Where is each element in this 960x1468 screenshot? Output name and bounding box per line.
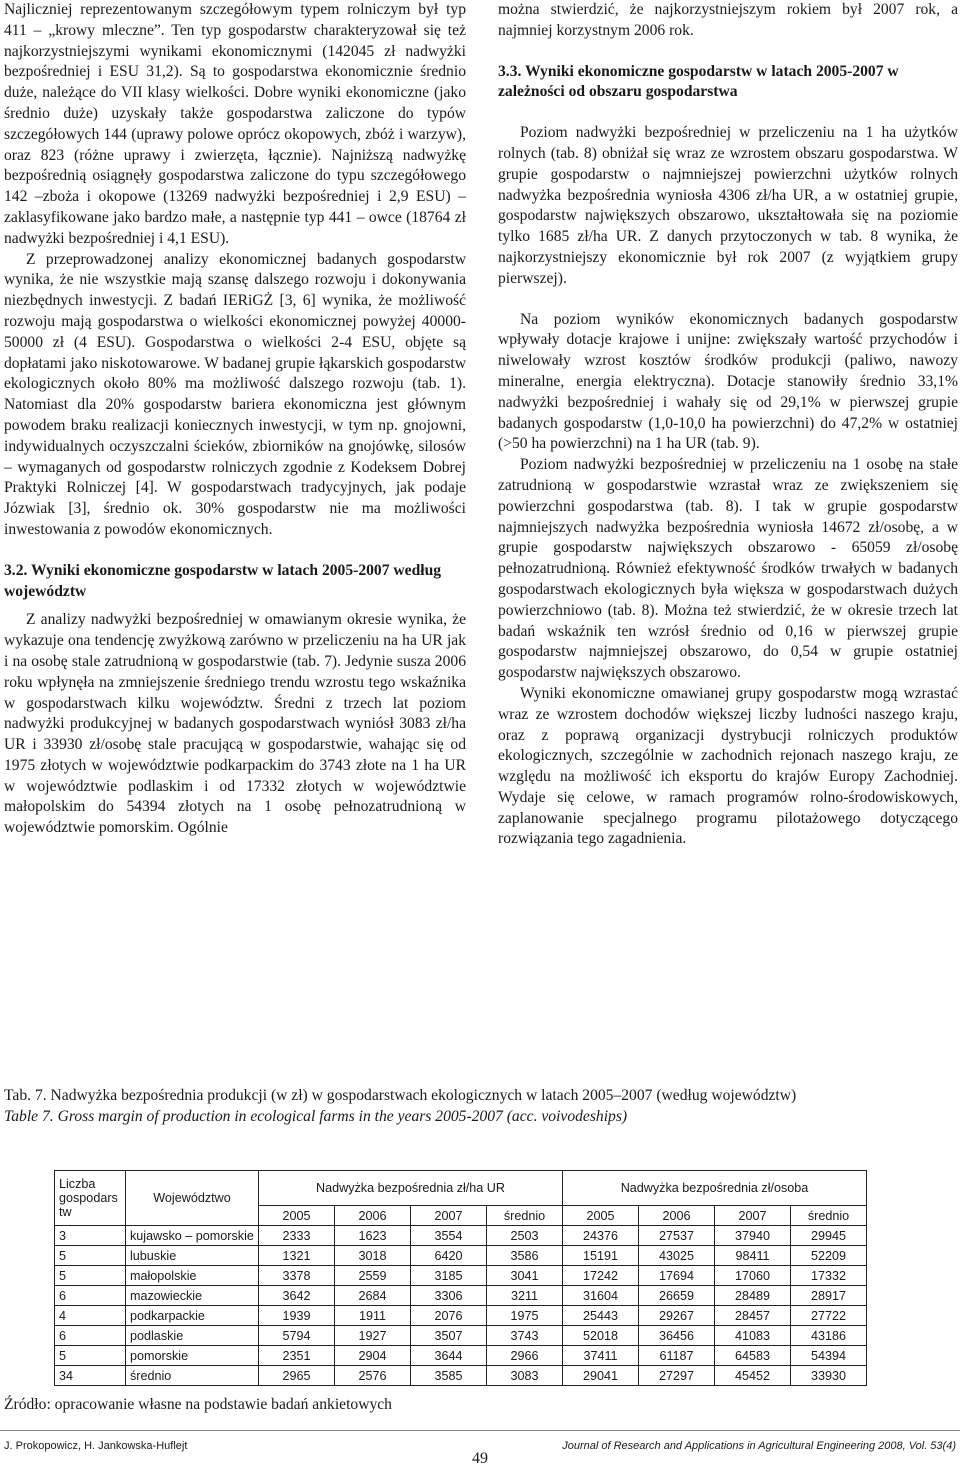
farm-count-cell: 5 [55, 1346, 126, 1366]
paragraph: Z przeprowadzonej analizy ekonomicznej badanych gospodarstw wynika, że nie wszystkie mają szansę dalszego rozwoju i dokonywania niezbędnych inwestycji. Z badań IERiGŻ [3, 6] wynika, że możliwość rozwoju mają gospodarstwa o wielkości ekonomicznej powyżej 40000-50000 zł (4 ESU). Gospodarstwa o wielkości 2-4 ESU, objęte są dopłatami jako niskotowarowe. W badanej grupie łąkarskich gospodarstw ekologicznych około 80% ma możliwość dalszego rozwoju (tab. 1). Natomiast dla 20% gospodarstw bariera ekonomiczna jest głównym powodem braku realizacji koniecznych inwestycji, w tym np. gnojowni, indywidualnych oczyszczalni ścieków, zbiorników na gnojówkę, silosów – wymaganych od gospodarstw rolniczych zgodnie z Kodeksem Dobrej Praktyki Rolniczej [4]. W gospodarstwach tradycyjnych, jak podaje Józwiak [3], średnio ok. 30% gospodarstw nie ma możliwości inwestowania z powodów ekonomicznych. [4, 250, 466, 538]
value-cell: 28489 [715, 1286, 791, 1306]
value-cell: 27297 [639, 1366, 715, 1386]
header-group-ha: Nadwyżka bezpośrednia zł/ha UR [259, 1171, 563, 1206]
value-cell: 3585 [411, 1366, 487, 1386]
value-cell: 3185 [411, 1266, 487, 1286]
table-body [55, 1171, 867, 1386]
value-cell: 27537 [639, 1226, 715, 1246]
region-cell: pomorskie [126, 1346, 259, 1366]
header-year-cell: 2005 [563, 1206, 639, 1226]
table-row [55, 1226, 867, 1246]
value-cell: 2576 [335, 1366, 411, 1386]
value-cell: 24376 [563, 1226, 639, 1246]
value-cell: 29041 [563, 1366, 639, 1386]
value-cell: 1927 [335, 1326, 411, 1346]
header-year-cell: 2006 [335, 1206, 411, 1226]
region-cell: średnio [126, 1366, 259, 1386]
value-cell: 3041 [487, 1266, 563, 1286]
table-caption-en: Table 7. Gross margin of production in ecological farms in the years 2005-2007 (acc. voivodeships) [4, 1107, 628, 1125]
value-cell: 2351 [259, 1346, 335, 1366]
value-cell: 3018 [335, 1246, 411, 1266]
value-cell: 17332 [791, 1266, 867, 1286]
value-cell: 3586 [487, 1246, 563, 1266]
value-cell: 31604 [563, 1286, 639, 1306]
header-group-person: Nadwyżka bezpośrednia zł/osoba [563, 1171, 867, 1206]
header-year-cell: 2007 [411, 1206, 487, 1226]
value-cell: 2684 [335, 1286, 411, 1306]
value-cell: 17060 [715, 1266, 791, 1286]
value-cell: 6420 [411, 1246, 487, 1266]
paragraph: Wyniki ekonomiczne omawianej grupy gospodarstw mogą wzrastać wraz ze wzrostem dochodów większej liczby ludności naszego kraju, oraz z poprawą organizacji dystrybucji rolniczych produktów ekologicznych, szczególnie w zachodnich rejonach naszego kraju, ze względu na możliwość ich eksportu do krajów Europy Zachodniej. Wydaje się celowe, w ramach programów rolno-środowiskowych, zaplanowanie specjalnego programu pilotażowego dotyczącego rozwiązania tego zagadnienia. [498, 684, 958, 848]
table-row [55, 1286, 867, 1306]
left-column [4, 0, 466, 839]
value-cell: 54394 [791, 1346, 867, 1366]
footer-divider [0, 1430, 960, 1431]
table-caption [4, 1086, 958, 1128]
header-year-cell: średnio [791, 1206, 867, 1226]
farm-count-cell: 4 [55, 1306, 126, 1326]
header-year-cell: 2006 [639, 1206, 715, 1226]
table-row [55, 1266, 867, 1286]
value-cell: 64583 [715, 1346, 791, 1366]
right-column [498, 0, 958, 850]
value-cell: 1975 [487, 1306, 563, 1326]
value-cell: 61187 [639, 1346, 715, 1366]
paragraph: Poziom nadwyżki bezpośredniej w przeliczeniu na 1 ha użytków rolnych (tab. 8) obniżał się wraz ze wzrostem obszaru gospodarstwa. W grupie gospodarstw o najmniejszej powierzchni użytków rolnych nadwyżka bezpośrednia wyniosła 4306 zł/ha UR, a w ostatniej grupie, gospodarstw największych obszarowo, ukształtowała się na poziomie tylko 1685 zł/ha UR. Z danych przytoczonych w tab. 8 wynika, że najkorzystniejszy ekonomicznie był rok 2007 (z wyjątkiem grupy pierwszej). [498, 124, 958, 287]
value-cell: 2076 [411, 1306, 487, 1326]
value-cell: 43025 [639, 1246, 715, 1266]
value-cell: 26659 [639, 1286, 715, 1306]
value-cell: 37940 [715, 1226, 791, 1246]
region-cell: podkarpackie [126, 1306, 259, 1326]
paragraph: Poziom nadwyżki bezpośredniej w przeliczeniu na 1 osobę na stałe zatrudnioną w gospodarstwie wzrastał wraz ze zwiększeniem się powierzchni gospodarstwa (tab. 8). I tak w grupie gospodarstw najmniejszych nadwyżka bezpośrednia wyniosła 14672 zł/osobę, a w grupie gospodarstw największych obszarowo - 65059 zł/osobę pełnozatrudnioną. Również efektywność środków trwałych w badanych gospodarstwach ekologicznych była większa w gospodarstwach dużych powierzchniowo (tab. 8). Można też stwierdzić, że w okresie trzech lat badań wskaźnik ten wzrósł średnio od 0,16 w pierwszej grupie gospodarstw najmniejszej obszarowo, do 0,54 w grupie ostatniej gospodarstw największych obszarowo. [498, 456, 958, 682]
table-row [55, 1246, 867, 1266]
table-source: Źródło: opracowanie własne na podstawie badań ankietowych [4, 1396, 392, 1413]
value-cell: 43186 [791, 1326, 867, 1346]
value-cell: 3642 [259, 1286, 335, 1306]
footer-authors: J. Prokopowicz, H. Jankowska-Huflejt [4, 1440, 188, 1452]
table-row [55, 1366, 867, 1386]
region-cell: małopolskie [126, 1266, 259, 1286]
value-cell: 29267 [639, 1306, 715, 1326]
value-cell: 17694 [639, 1266, 715, 1286]
value-cell: 5794 [259, 1326, 335, 1346]
value-cell: 2966 [487, 1346, 563, 1366]
section-heading: 3.3. Wyniki ekonomiczne gospodarstw w latach 2005-2007 w zależności od obszaru gospodarstwa [498, 62, 899, 101]
table-row [55, 1326, 867, 1346]
section-heading: 3.2. Wyniki ekonomiczne gospodarstw w latach 2005-2007 według województw [4, 561, 442, 600]
farm-count-cell: 6 [55, 1286, 126, 1306]
value-cell: 98411 [715, 1246, 791, 1266]
value-cell: 2904 [335, 1346, 411, 1366]
value-cell: 2965 [259, 1366, 335, 1386]
paragraph: można stwierdzić, że najkorzystniejszym rokiem był 2007 rok, a najmniej korzystnym 2006 rok. [498, 1, 958, 39]
value-cell: 2333 [259, 1226, 335, 1246]
value-cell: 37411 [563, 1346, 639, 1366]
paragraph: Na poziom wyników ekonomicznych badanych gospodarstw wpływały dotacje krajowe i unijne: zwiększały wartość przychodów i niwelowały wzrost kosztów środków produkcji (paliwo, nawozy mineralne, energia elektryczna). Dotacje stanowiły średnio 33,1% nadwyżki bezpośredniej i wahały się od 29,1% w pierwszej grupie badanych gospodarstw (1,0-10,0 ha powierzchni) do 47,2% w ostatniej (>50 ha powierzchni) na 1 ha UR (tab. 9). [498, 310, 958, 453]
paragraph: Z analizy nadwyżki bezpośredniej w omawianym okresie wynika, że wykazuje ona tendencję zwyżkową zarówno w przeliczeniu na ha UR jak i na osobę stale zatrudnioną w gospodarstwie (tab. 7). Jedynie susza 2006 roku wpłynęła na zmniejszenie średniego trendu wzrostu tego wskaźnika w gospodarstwach kilku województw. Średni z trzech lat poziom nadwyżki produkcyjnej w badanych gospodarstwach wyniósł 3083 zł/ha UR i 33930 zł/osobę stale pracującą w gospodarstwie, wahając się od 1975 złotych w województwie podkarpackim do 3743 złote na 1 ha UR w województwie podlaskim i od 17332 złotych w województwie małopolskim do 54394 złotych na 1 osobę pełnozatrudnioną w województwie pomorskim. Ogólnie [4, 611, 466, 837]
value-cell: 45452 [715, 1366, 791, 1386]
value-cell: 28457 [715, 1306, 791, 1326]
page-number: 49 [472, 1450, 488, 1467]
value-cell: 3211 [487, 1286, 563, 1306]
value-cell: 3554 [411, 1226, 487, 1246]
farm-count-cell: 6 [55, 1326, 126, 1346]
value-cell: 3644 [411, 1346, 487, 1366]
region-cell: kujawsko – pomorskie [126, 1226, 259, 1246]
value-cell: 29945 [791, 1226, 867, 1246]
value-cell: 1911 [335, 1306, 411, 1326]
value-cell: 52209 [791, 1246, 867, 1266]
value-cell: 33930 [791, 1366, 867, 1386]
value-cell: 3507 [411, 1326, 487, 1346]
table-header-row [55, 1171, 867, 1206]
value-cell: 1623 [335, 1226, 411, 1246]
region-cell: podlaskie [126, 1326, 259, 1346]
farm-count-cell: 3 [55, 1226, 126, 1246]
value-cell: 28917 [791, 1286, 867, 1306]
value-cell: 2503 [487, 1226, 563, 1246]
region-cell: mazowieckie [126, 1286, 259, 1306]
value-cell: 3743 [487, 1326, 563, 1346]
value-cell: 15191 [563, 1246, 639, 1266]
header-year-cell: średnio [487, 1206, 563, 1226]
footer-journal: Journal of Research and Applications in Agricultural Engineering 2008, Vol. 53(4) [562, 1440, 956, 1452]
farm-count-cell: 34 [55, 1366, 126, 1386]
value-cell: 3306 [411, 1286, 487, 1306]
region-cell: lubuskie [126, 1246, 259, 1266]
farm-count-cell: 5 [55, 1246, 126, 1266]
table-row [55, 1346, 867, 1366]
value-cell: 3378 [259, 1266, 335, 1286]
header-region: Województwo [126, 1171, 259, 1226]
value-cell: 3083 [487, 1366, 563, 1386]
farm-count-cell: 5 [55, 1266, 126, 1286]
value-cell: 2559 [335, 1266, 411, 1286]
value-cell: 25443 [563, 1306, 639, 1326]
table-caption-pl: Tab. 7. Nadwyżka bezpośrednia produkcji (w zł) w gospodarstwach ekologicznych w latach 2005–2007 (według województw) [4, 1087, 797, 1104]
header-year-cell: 2005 [259, 1206, 335, 1226]
data-table [54, 1170, 867, 1386]
value-cell: 41083 [715, 1326, 791, 1346]
header-count: Liczba gospodars tw [55, 1171, 126, 1226]
value-cell: 36456 [639, 1326, 715, 1346]
table-row [55, 1306, 867, 1326]
value-cell: 1939 [259, 1306, 335, 1326]
value-cell: 52018 [563, 1326, 639, 1346]
value-cell: 17242 [563, 1266, 639, 1286]
header-year-cell: 2007 [715, 1206, 791, 1226]
value-cell: 27722 [791, 1306, 867, 1326]
paragraph: Najliczniej reprezentowanym szczegółowym typem rolniczym był typ 411 – „krowy mleczne”. Ten typ gospodarstw charakteryzował się też najkorzystniejszymi wynikami ekonomicznymi (142045 zł nadwyżki bezpośredniej i ESU 31,2). Są to gospodarstwa ekonomicznie średnio duże, należące do VII klasy wielkości. Dobre wyniki ekonomiczne (jako średnio duże) uzyskały także gospodarstwa zaliczone do typów szczegółowych 144 (uprawy polowe oprócz okopowych, zbóż i warzyw), oraz 823 (różne uprawy i zwierzęta, łącznie). Najniższą nadwyżkę bezpośrednią osiągnęły gospodarstwa zaliczone do typu szczegółowego 142 –zboża i okopowe (13269 nadwyżki bezpośredniej i 2,9 ESU) – zaklasyfikowane jako bardzo małe, a następnie typ 441 – owce (18764 zł nadwyżki bezpośredniej i 4,1 ESU). [4, 1, 466, 247]
value-cell: 1321 [259, 1246, 335, 1266]
